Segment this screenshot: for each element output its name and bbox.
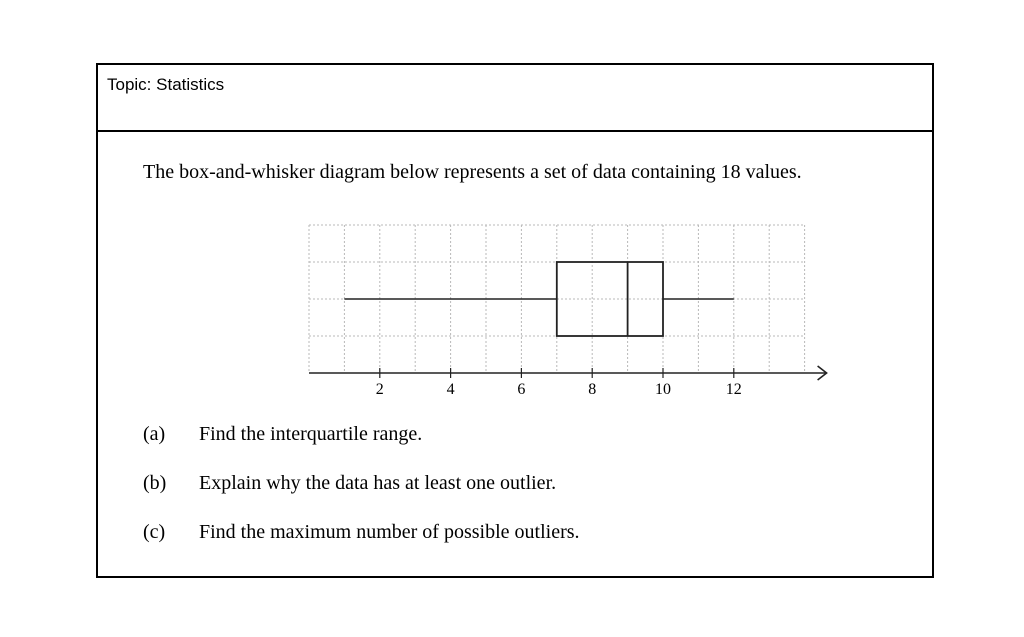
box-plot	[344, 262, 733, 336]
question-b	[143, 472, 556, 495]
tick-label: 8	[588, 381, 597, 398]
tick-label: 10	[655, 381, 671, 398]
x-axis	[309, 366, 827, 380]
tick-label: 6	[517, 381, 526, 398]
topic-label: Topic: Statistics	[107, 75, 225, 94]
question-c	[143, 521, 580, 544]
topic-header	[98, 65, 932, 132]
question-card	[96, 63, 934, 578]
question-intro: The box-and-whisker diagram below represents a set of data containing 18 values.	[143, 161, 802, 183]
question-a-text: Find the interquartile range.	[199, 423, 423, 445]
question-c-text: Find the maximum number of possible outliers.	[199, 521, 580, 543]
question-a-label: (a)	[143, 423, 166, 445]
tick-label: 4	[446, 381, 455, 398]
question-a	[143, 423, 422, 446]
question-b-label: (b)	[143, 472, 167, 494]
question-b-text: Explain why the data has at least one outlier.	[199, 472, 557, 494]
question-c-label: (c)	[143, 521, 166, 543]
box-whisker-chart	[298, 215, 838, 415]
tick-label: 2	[375, 381, 384, 398]
tick-label: 12	[725, 381, 742, 398]
